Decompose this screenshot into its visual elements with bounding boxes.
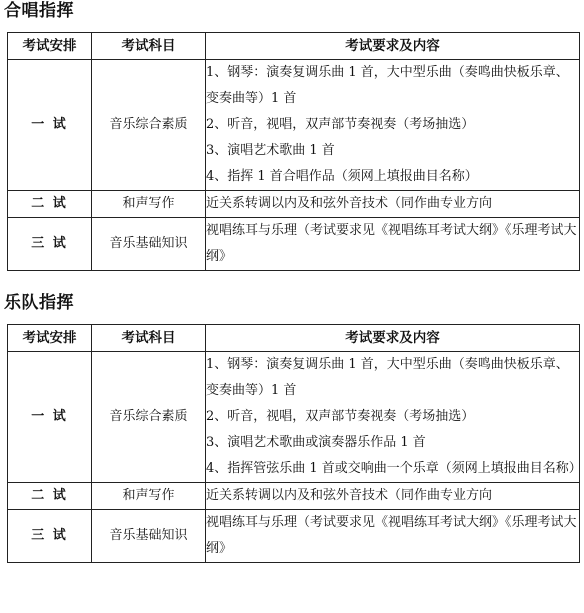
header-arrangement: 考试安排 — [8, 33, 92, 60]
arrangement-cell: 三 试 — [8, 510, 92, 563]
requirements-cell — [206, 510, 580, 563]
header-subject: 考试科目 — [92, 325, 206, 352]
requirement-line: 2、听音，视唱，双声部节奏视奏（考场抽选） — [206, 117, 475, 132]
requirement-line: 3、演唱艺术歌曲或演奏器乐作品 1 首 — [206, 435, 426, 450]
requirements-cell — [206, 483, 580, 510]
exam-table-orchestral-conducting — [7, 324, 580, 563]
requirement-line: 近关系转调以内及和弦外音技术（同作曲专业方向 — [206, 488, 493, 503]
table-header-row — [8, 33, 580, 60]
subject-cell: 音乐综合素质 — [92, 352, 206, 483]
requirement-line: 视唱练耳与乐理（考试要求见《视唱练耳考试大纲》《乐理考试大纲》 — [206, 223, 577, 264]
requirement-line: 1、钢琴：演奏复调乐曲 1 首，大中型乐曲（奏鸣曲快板乐章、变奏曲等）1 首 — [206, 357, 569, 398]
requirements-cell — [206, 218, 580, 271]
table-row — [8, 352, 580, 483]
requirement-line: 3、演唱艺术歌曲 1 首 — [206, 143, 335, 158]
arrangement-cell: 一 试 — [8, 60, 92, 191]
subject-cell: 音乐综合素质 — [92, 60, 206, 191]
requirement-line: 1、钢琴：演奏复调乐曲 1 首，大中型乐曲（奏鸣曲快板乐章、变奏曲等）1 首 — [206, 65, 569, 106]
requirements-cell — [206, 191, 580, 218]
subject-cell: 音乐基础知识 — [92, 510, 206, 563]
section-title-orchestral-conducting: 乐队指挥 — [4, 293, 74, 313]
header-arrangement: 考试安排 — [8, 325, 92, 352]
requirement-line: 4、指挥管弦乐曲 1 首或交响曲一个乐章（须网上填报曲目名称） — [206, 461, 582, 476]
subject-cell: 和声写作 — [92, 191, 206, 218]
header-requirements: 考试要求及内容 — [206, 33, 580, 60]
subject-cell: 和声写作 — [92, 483, 206, 510]
table-row — [8, 218, 580, 271]
requirement-line: 视唱练耳与乐理（考试要求见《视唱练耳考试大纲》《乐理考试大纲》 — [206, 515, 577, 556]
requirement-line: 近关系转调以内及和弦外音技术（同作曲专业方向 — [206, 196, 493, 211]
subject-cell: 音乐基础知识 — [92, 218, 206, 271]
arrangement-cell: 二 试 — [8, 191, 92, 218]
table-row — [8, 191, 580, 218]
section-title-choral-conducting: 合唱指挥 — [4, 1, 74, 21]
requirements-cell — [206, 352, 580, 483]
table-row — [8, 510, 580, 563]
arrangement-cell: 一 试 — [8, 352, 92, 483]
header-subject: 考试科目 — [92, 33, 206, 60]
requirement-line: 2、听音，视唱，双声部节奏视奏（考场抽选） — [206, 409, 475, 424]
exam-table-choral-conducting — [7, 32, 580, 271]
arrangement-cell: 三 试 — [8, 218, 92, 271]
table-row — [8, 60, 580, 191]
arrangement-cell: 二 试 — [8, 483, 92, 510]
table-row — [8, 483, 580, 510]
header-requirements: 考试要求及内容 — [206, 325, 580, 352]
table-header-row — [8, 325, 580, 352]
requirements-cell — [206, 60, 580, 191]
requirement-line: 4、指挥 1 首合唱作品（须网上填报曲目名称） — [206, 169, 478, 184]
